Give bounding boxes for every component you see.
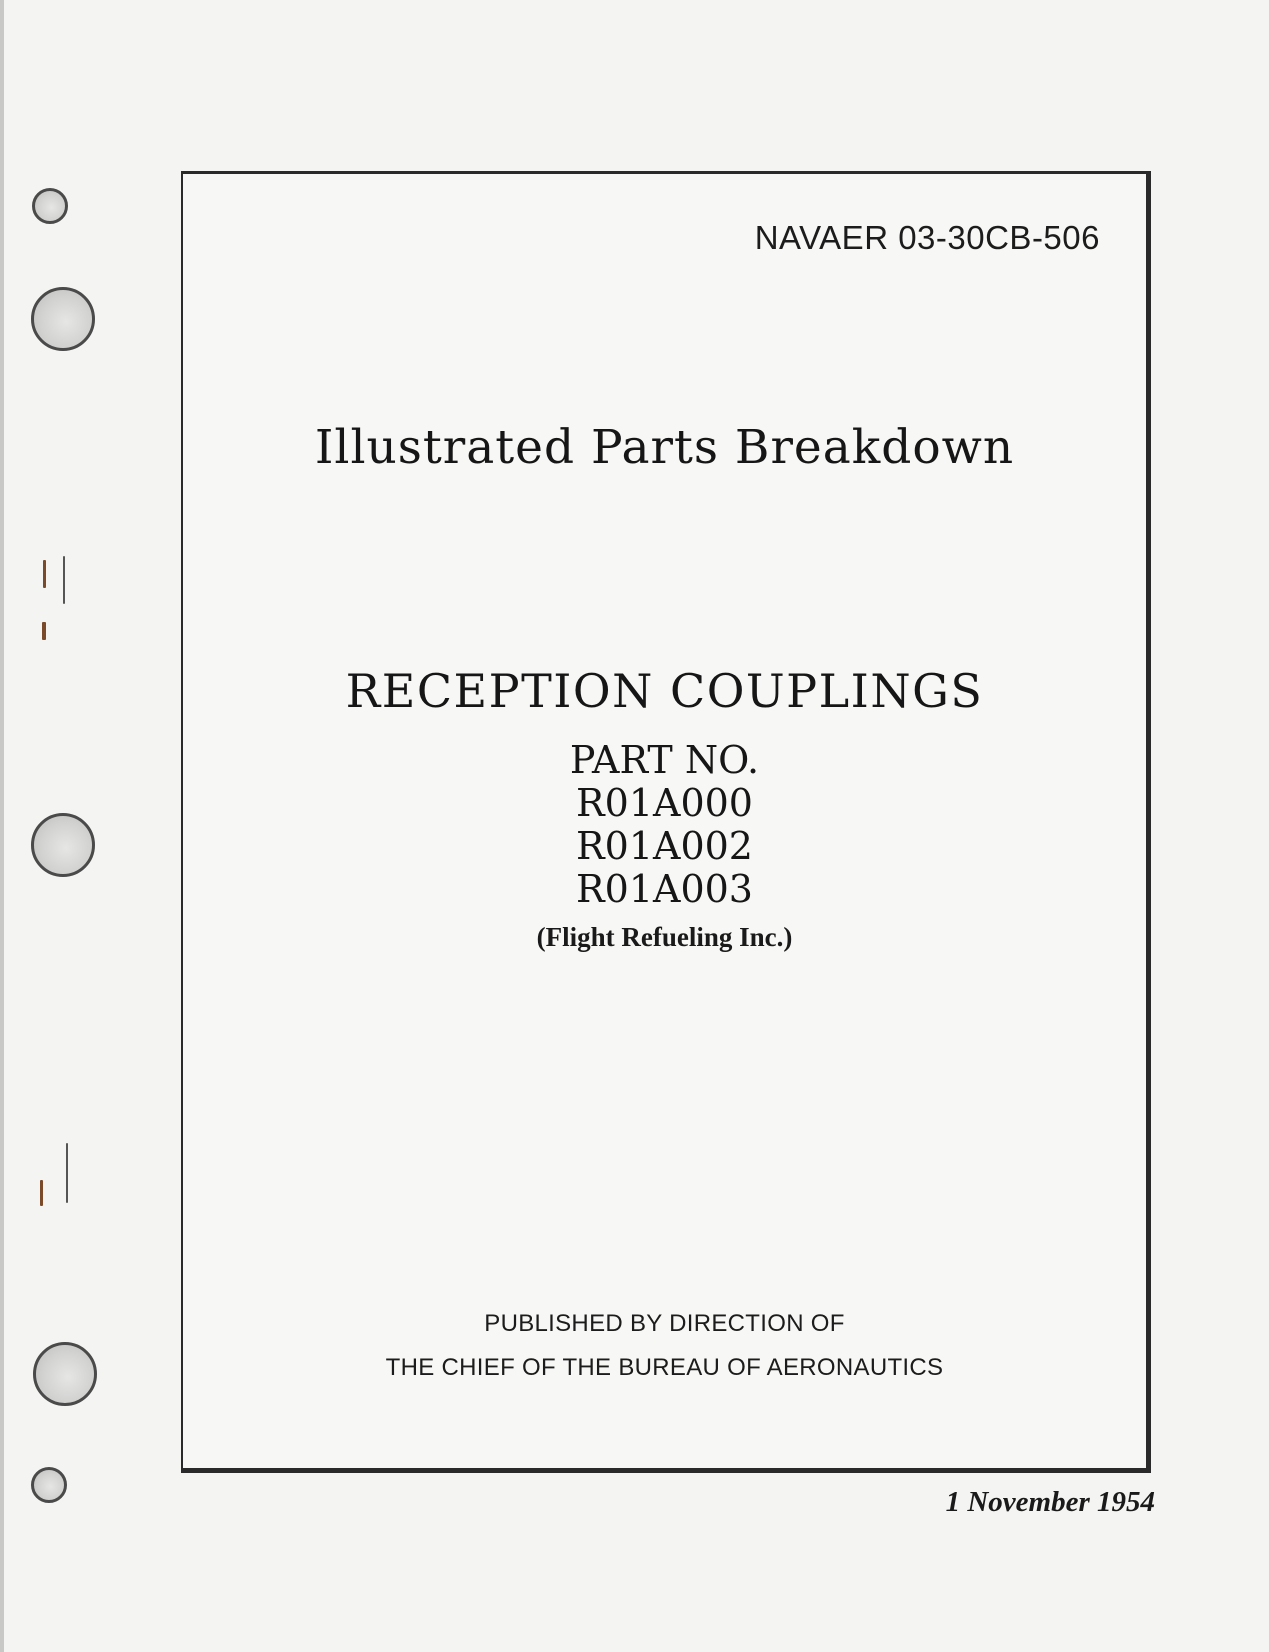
cover-frame bbox=[181, 171, 1151, 1473]
rust-mark bbox=[40, 1180, 43, 1206]
publisher-line: THE CHIEF OF THE BUREAU OF AERONAUTICS bbox=[385, 1354, 944, 1381]
publisher-block bbox=[183, 1302, 1146, 1390]
punch-hole bbox=[31, 813, 95, 877]
publisher-line: PUBLISHED BY DIRECTION OF bbox=[484, 1310, 845, 1337]
part-number-label: PART NO. bbox=[569, 738, 760, 782]
manufacturer: (Flight Refueling Inc.) bbox=[536, 922, 793, 952]
part-number: R01A000 bbox=[576, 781, 753, 825]
rust-mark bbox=[63, 556, 65, 604]
document-title: Illustrated Parts Breakdown bbox=[314, 420, 1015, 475]
punch-hole bbox=[33, 1342, 97, 1406]
part-number: R01A002 bbox=[576, 824, 753, 868]
rust-mark bbox=[42, 622, 46, 640]
part-number-list bbox=[183, 782, 1146, 911]
page-binding-edge bbox=[0, 0, 4, 1652]
publication-date: 1 November 1954 bbox=[945, 1486, 1155, 1518]
document-subject: RECEPTION COUPLINGS bbox=[345, 664, 984, 718]
part-number: R01A003 bbox=[576, 867, 753, 911]
punch-hole bbox=[31, 287, 95, 351]
punch-hole bbox=[31, 1467, 67, 1503]
document-number: NAVAER 03-30CB-506 bbox=[754, 219, 1100, 256]
rust-mark bbox=[43, 560, 46, 588]
punch-hole bbox=[32, 188, 68, 224]
rust-mark bbox=[66, 1143, 68, 1203]
